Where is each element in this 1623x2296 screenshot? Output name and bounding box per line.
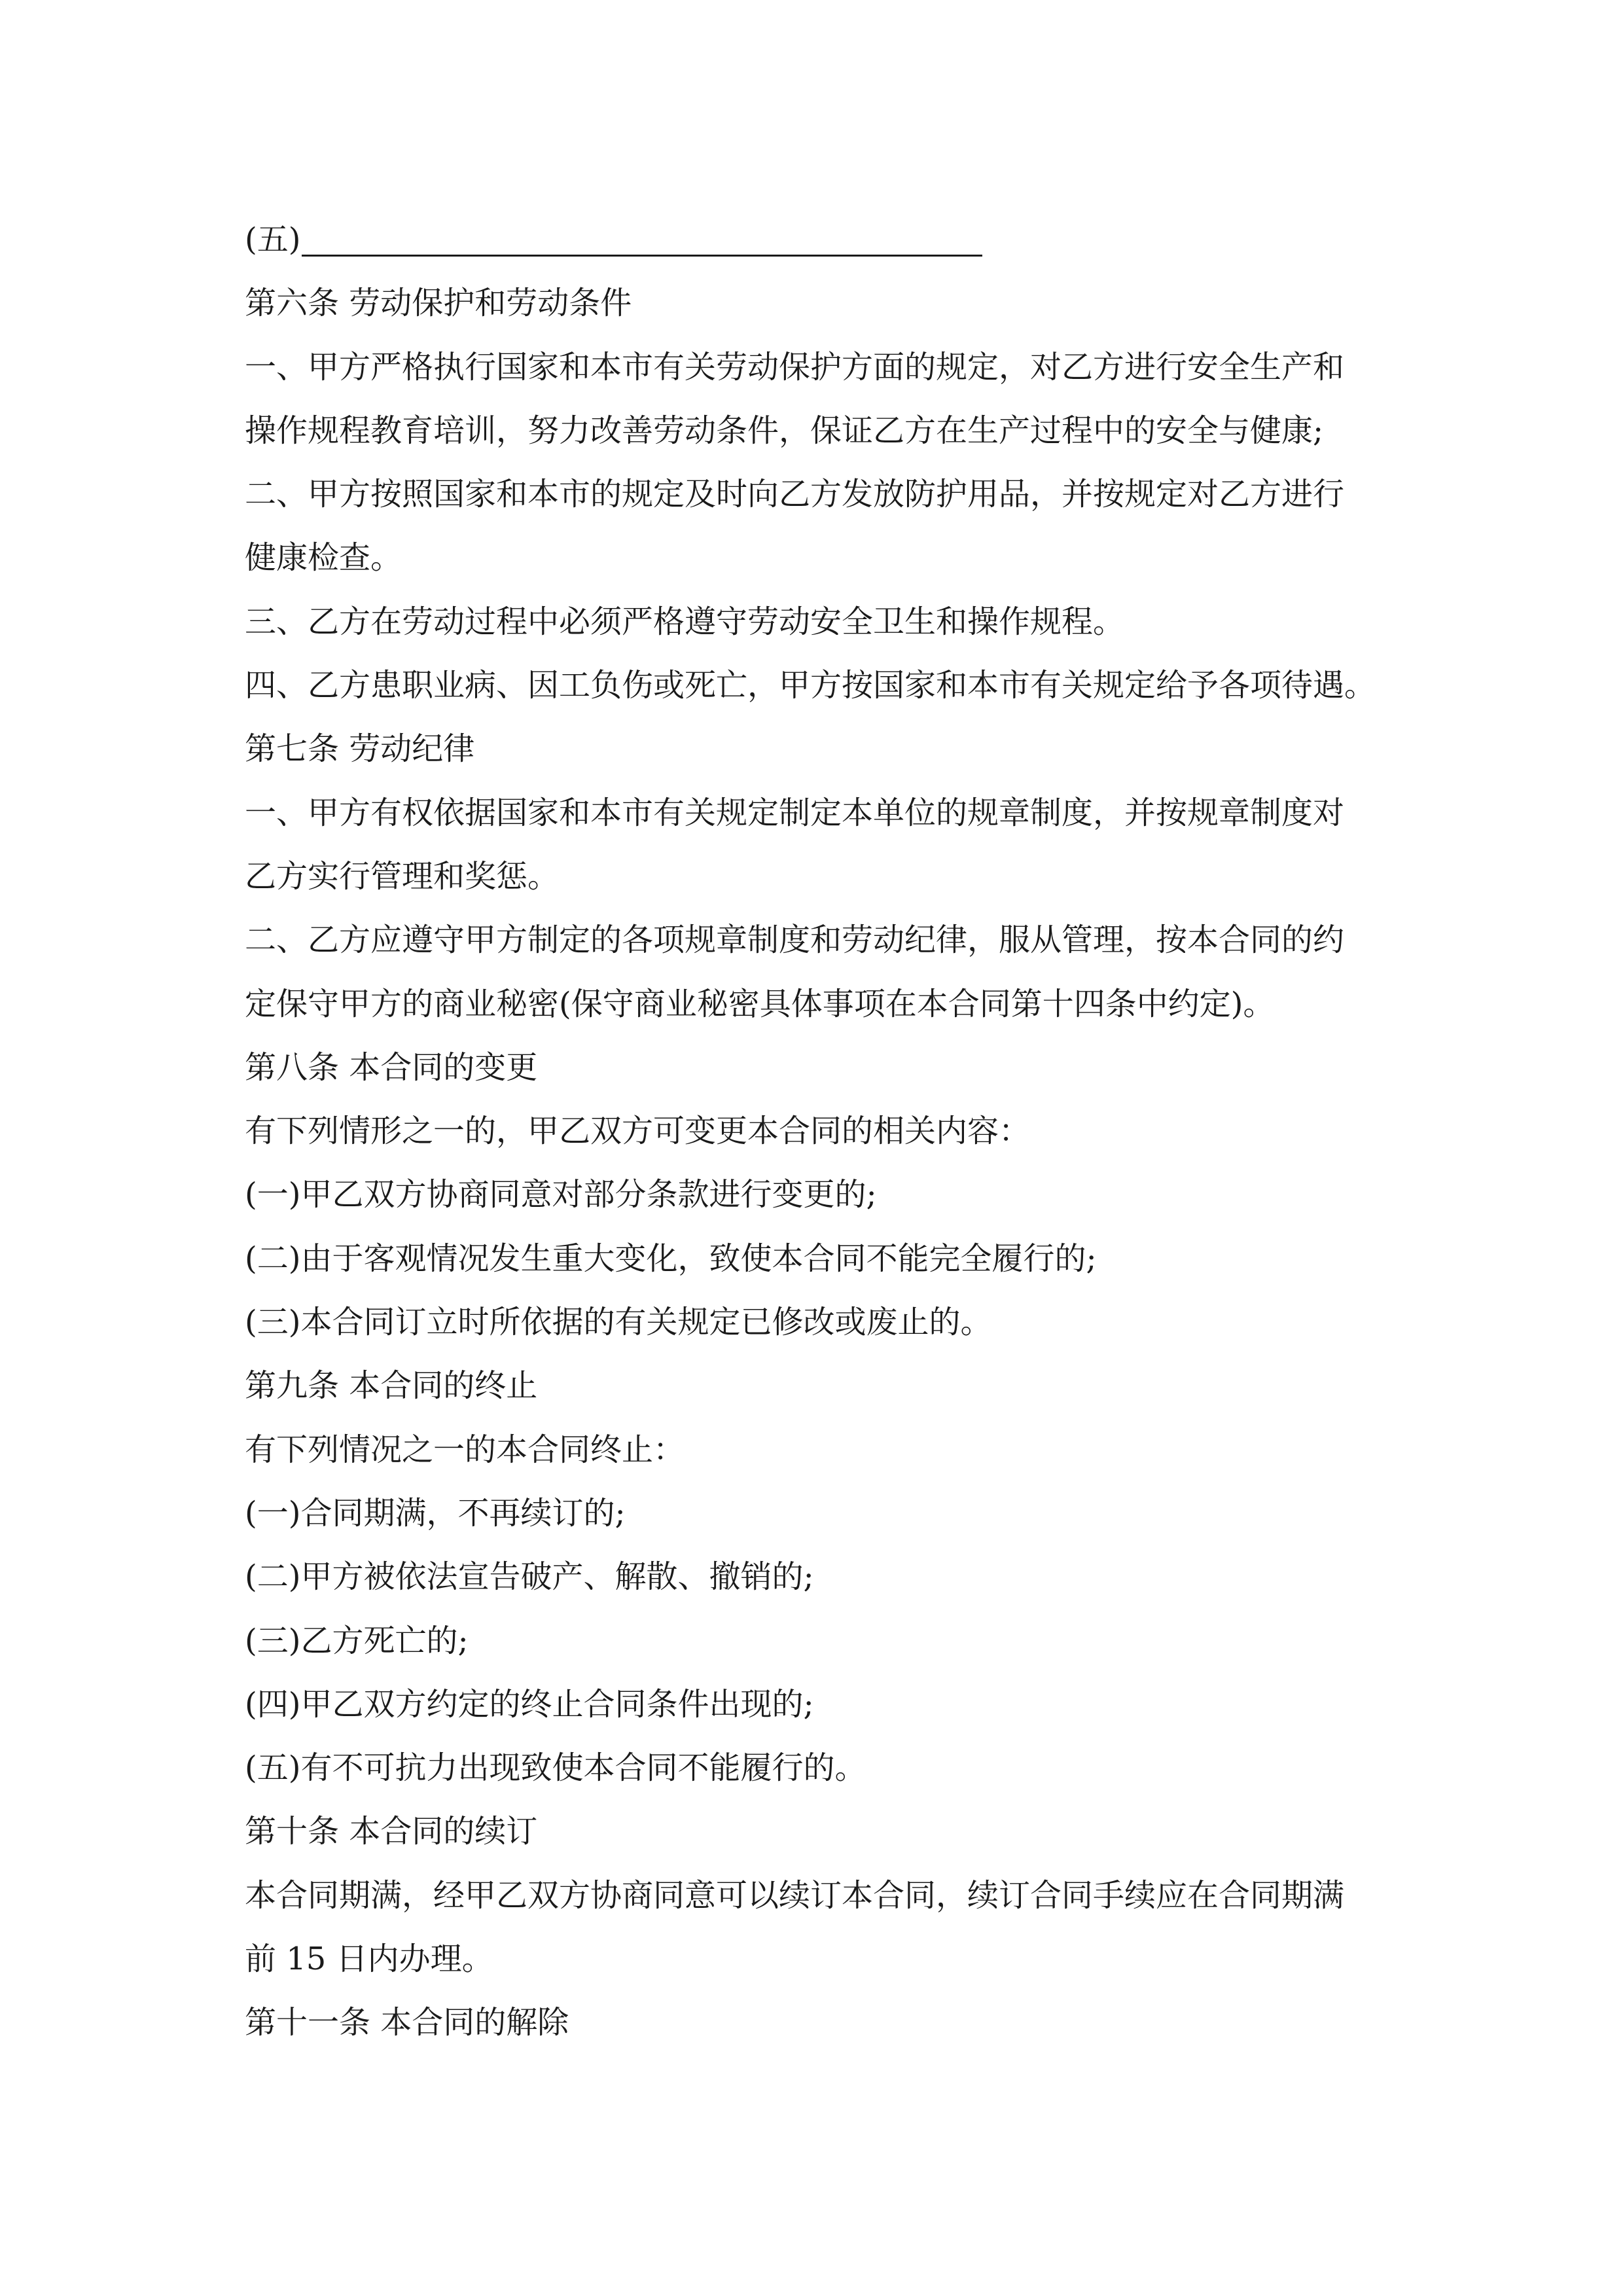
list-item: (一)甲乙双方协商同意对部分条款进行变更的; — [245, 1176, 877, 1213]
paragraph-line: 一、甲方有权依据国家和本市有关规定制定本单位的规章制度，并按规章制度对 — [245, 794, 1345, 831]
list-item — [245, 208, 1383, 272]
article-heading: 第十条 本合同的续订 — [245, 1813, 538, 1850]
article-heading: 第九条 本合同的终止 — [245, 1367, 538, 1405]
paragraph-line: 有下列情况之一的本合同终止： — [245, 1431, 685, 1468]
paragraph-line: 健康检查。 — [245, 539, 402, 577]
paragraph-line: 四、乙方患职业病、因工负伤或死亡，甲方按国家和本市有关规定给予各项待遇。 — [245, 667, 1376, 704]
paragraph-line: 二、乙方应遵守甲方制定的各项规章制度和劳动纪律，服从管理，按本合同的约 — [245, 922, 1345, 959]
list-item: (四)甲乙双方约定的终止合同条件出现的; — [245, 1685, 814, 1723]
paragraph-line: 有下列情形之一的，甲乙双方可变更本合同的相关内容： — [245, 1113, 1031, 1150]
document-body — [245, 208, 1383, 2055]
paragraph-line: 二、甲方按照国家和本市的规定及时向乙方发放防护用品，并按规定对乙方进行 — [245, 476, 1345, 513]
article-heading: 第七条 劳动纪律 — [245, 730, 475, 768]
list-item: (五)有不可抗力出现致使本合同不能履行的。 — [245, 1749, 866, 1787]
paragraph-line: 定保守甲方的商业秘密(保守商业秘密具体事项在本合同第十四条中约定)。 — [245, 985, 1275, 1022]
list-item: (三)本合同订立时所依据的有关规定已修改或废止的。 — [245, 1304, 992, 1341]
paragraph-line: 乙方实行管理和奖惩。 — [245, 857, 560, 895]
paragraph-line: 本合同期满，经甲乙双方协商同意可以续订本合同，续订合同手续应在合同期满 — [245, 1876, 1345, 1914]
list-item: (二)甲方被依法宣告破产、解散、撤销的; — [245, 1558, 814, 1596]
list-item: (一)合同期满，不再续订的; — [245, 1494, 626, 1532]
article-heading: 第八条 本合同的变更 — [245, 1049, 538, 1086]
list-item: (三)乙方死亡的; — [245, 1622, 469, 1659]
paragraph-line: 一、甲方严格执行国家和本市有关劳动保护方面的规定，对乙方进行安全生产和 — [245, 348, 1345, 386]
article-heading: 第十一条 本合同的解除 — [245, 2004, 569, 2041]
article-heading: 第六条 劳动保护和劳动条件 — [245, 285, 632, 322]
item-label: (五) — [245, 221, 301, 258]
paragraph-line: 三、乙方在劳动过程中必须严格遵守劳动安全卫生和操作规程。 — [245, 603, 1125, 640]
paragraph-line: 前 15 日内办理。 — [245, 1941, 493, 1978]
fill-in-blank-line — [302, 255, 982, 257]
paragraph-line: 操作规程教育培训，努力改善劳动条件，保证乙方在生产过程中的安全与健康; — [245, 412, 1324, 449]
list-item: (二)由于客观情况发生重大变化，致使本合同不能完全履行的; — [245, 1240, 1097, 1277]
